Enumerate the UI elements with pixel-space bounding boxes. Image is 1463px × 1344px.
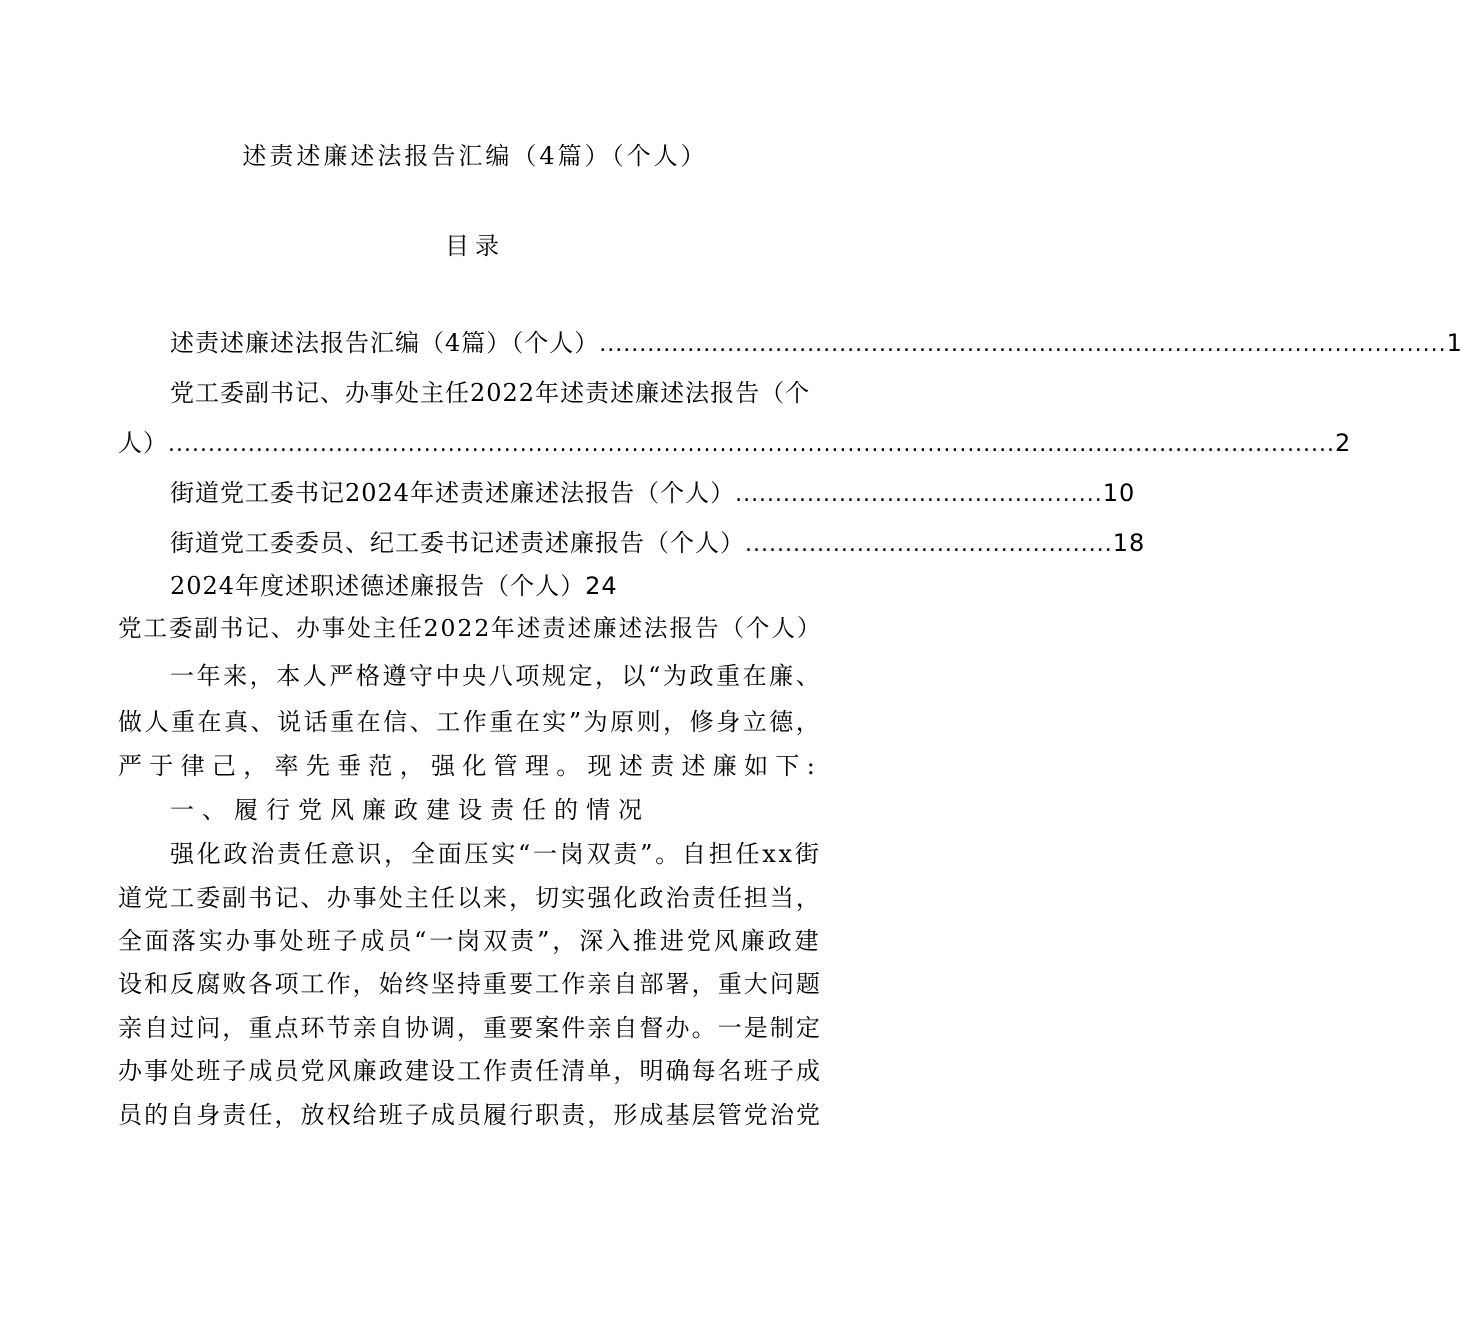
- toc-heading: 目录: [445, 232, 505, 260]
- toc-page-number: 24: [585, 572, 618, 600]
- document-title: 述责述廉述法报告汇编（4篇）（个人）: [242, 142, 708, 170]
- toc-entry-text: 人）: [118, 429, 168, 457]
- toc-entry-continuation[interactable]: [118, 423, 1352, 458]
- toc-entry-text: 2024年度述职述德述廉报告（个人）: [170, 572, 586, 600]
- toc-entry[interactable]: [170, 473, 1136, 508]
- article-line: 办事处班子成员党风廉政建设工作责任清单，明确每名班子成: [118, 1057, 822, 1085]
- toc-leader-dots: ..............................................: [745, 532, 1113, 557]
- toc-leader-dots: ..........................................................................................................: [599, 332, 1447, 357]
- section-heading: 一、履行党风廉政建设责任的情况: [170, 796, 650, 824]
- article-line: 道党工委副书记、办事处主任以来，切实强化政治责任担当，: [118, 884, 822, 912]
- toc-leader-dots: ..................................................................................................................................................: [168, 432, 1336, 457]
- article-line: 全面落实办事处班子成员“一岗双责”，深入推进党风廉政建: [118, 927, 822, 955]
- toc-entry[interactable]: [170, 323, 1463, 358]
- article-line: 强化政治责任意识，全面压实“一岗双责”。自担任xx街: [170, 840, 822, 868]
- toc-page-number: 10: [1102, 479, 1136, 507]
- article-line: 员的自身责任，放权给班子成员履行职责，形成基层管党治党: [118, 1101, 822, 1129]
- toc-leader-dots: ..............................................: [735, 482, 1103, 507]
- toc-entry-text: 街道党工委委员、纪工委书记述责述廉报告（个人）: [170, 529, 745, 557]
- toc-entry[interactable]: [170, 566, 618, 601]
- article-heading: 党工委副书记、办事处主任2022年述责述廉述法报告（个人）: [118, 614, 823, 642]
- toc-page-number: 2: [1335, 429, 1352, 457]
- article-line: 亲自过问，重点环节亲自协调，重要案件亲自督办。一是制定: [118, 1014, 822, 1042]
- toc-page-number: 1: [1446, 329, 1463, 357]
- toc-entry-text: 述责述廉述法报告汇编（4篇）（个人）: [170, 329, 600, 357]
- toc-entry[interactable]: [170, 523, 1146, 558]
- article-line: 严于律己，率先垂范，强化管理。现述责述廉如下:: [118, 752, 823, 780]
- toc-entry-text: 街道党工委书记2024年述责述廉述法报告（个人）: [170, 479, 736, 507]
- article-line: 做人重在真、说话重在信、工作重在实”为原则，修身立德，: [118, 708, 823, 736]
- article-line: 一年来，本人严格遵守中央八项规定，以“为政重在廉、: [170, 662, 823, 690]
- article-line: 设和反腐败各项工作，始终坚持重要工作亲自部署，重大问题: [118, 970, 822, 998]
- toc-entry-text: 党工委副书记、办事处主任2022年述责述廉述法报告（个: [170, 379, 811, 407]
- toc-entry[interactable]: [170, 373, 822, 408]
- toc-page-number: 18: [1112, 529, 1146, 557]
